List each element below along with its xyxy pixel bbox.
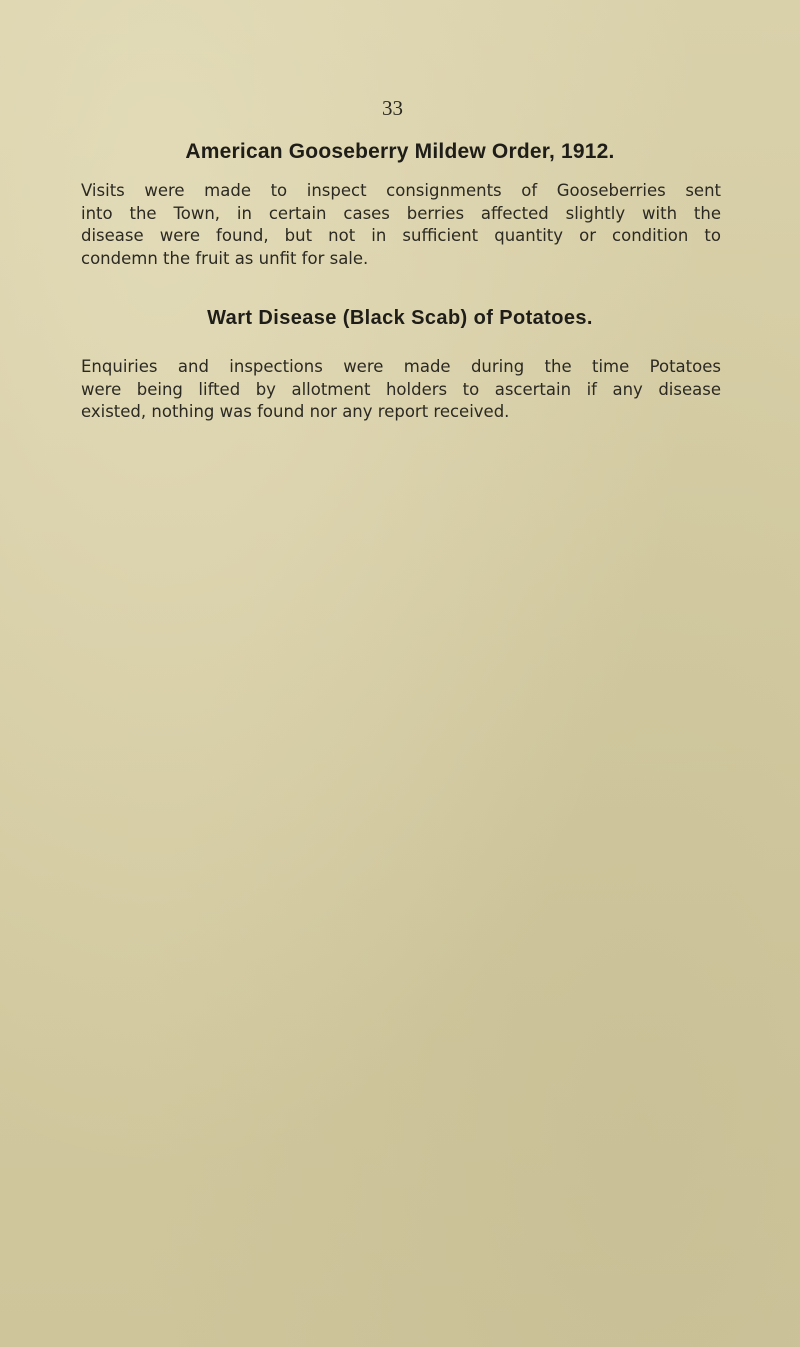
paragraph-line: were being lifted by allotment holders to ascertain if any disease	[81, 379, 721, 399]
paragraph-line: existed, nothing was found nor any report received.	[81, 402, 510, 422]
section-heading-wart-disease: Wart Disease (Black Scab) of Potatoes.	[207, 307, 593, 329]
paragraph-line: disease were found, but not in sufficient quantity or condition to	[81, 226, 721, 246]
page-number: 33	[382, 96, 403, 120]
paragraph-line: Enquiries and inspections were made during the time Potatoes	[81, 357, 721, 376]
paragraph-line: condemn the fruit as unfit for sale.	[81, 248, 369, 268]
section-heading-gooseberry-mildew: American Gooseberry Mildew Order, 1912.	[185, 140, 615, 163]
paragraph-line: into the Town, in certain cases berries affected slightly with the	[81, 203, 721, 223]
paragraph-line: Visits were made to inspect consignments of Gooseberries sent	[81, 181, 721, 200]
section-paragraph-wart-disease	[81, 356, 721, 424]
section-paragraph-gooseberry-mildew	[81, 180, 721, 270]
